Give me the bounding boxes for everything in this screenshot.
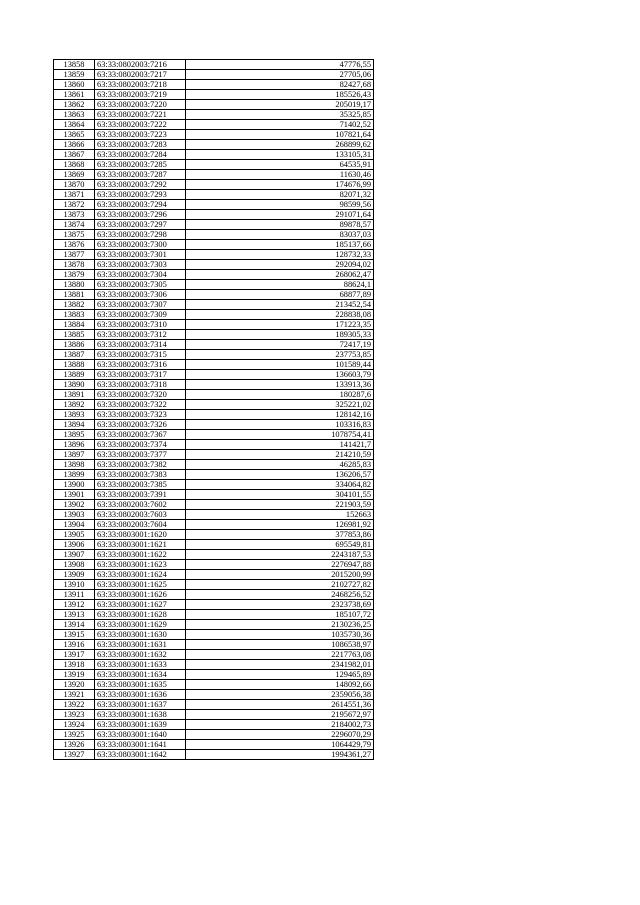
table-row — [54, 410, 374, 420]
row-number-cell: 13902 — [54, 500, 95, 510]
row-number-cell: 13895 — [54, 430, 95, 440]
value-cell: 83037,03 — [186, 230, 374, 240]
table-row — [54, 200, 374, 210]
row-number-cell: 13919 — [54, 670, 95, 680]
value-cell: 64535,91 — [186, 160, 374, 170]
table-row — [54, 710, 374, 720]
table-row — [54, 590, 374, 600]
cadastral-number-cell: 63:33:0803001:1639 — [95, 720, 186, 730]
row-number-cell: 13921 — [54, 690, 95, 700]
table-row — [54, 740, 374, 750]
row-number-cell: 13877 — [54, 250, 95, 260]
value-cell: 292094,02 — [186, 260, 374, 270]
value-cell: 82071,32 — [186, 190, 374, 200]
row-number-cell: 13924 — [54, 720, 95, 730]
cadastral-number-cell: 63:33:0803001:1622 — [95, 550, 186, 560]
cadastral-number-cell: 63:33:0802003:7382 — [95, 460, 186, 470]
cadastral-number-cell: 63:33:0802003:7301 — [95, 250, 186, 260]
table-row — [54, 580, 374, 590]
table-row — [54, 530, 374, 540]
table-row — [54, 280, 374, 290]
value-cell: 71402,52 — [186, 120, 374, 130]
value-cell: 2015200,99 — [186, 570, 374, 580]
table-row — [54, 270, 374, 280]
cadastral-number-cell: 63:33:0802003:7310 — [95, 320, 186, 330]
cadastral-number-cell: 63:33:0802003:7320 — [95, 390, 186, 400]
row-number-cell: 13865 — [54, 130, 95, 140]
cadastral-number-cell: 63:33:0803001:1624 — [95, 570, 186, 580]
table-row — [54, 560, 374, 570]
cadastral-number-cell: 63:33:0802003:7284 — [95, 150, 186, 160]
value-cell: 2195672,97 — [186, 710, 374, 720]
value-cell: 2130236,25 — [186, 620, 374, 630]
cadastral-number-cell: 63:33:0802003:7292 — [95, 180, 186, 190]
row-number-cell: 13909 — [54, 570, 95, 580]
cadastral-number-cell: 63:33:0802003:7306 — [95, 290, 186, 300]
table-row — [54, 230, 374, 240]
row-number-cell: 13927 — [54, 750, 95, 760]
row-number-cell: 13876 — [54, 240, 95, 250]
table-row — [54, 170, 374, 180]
value-cell: 185107,72 — [186, 610, 374, 620]
table-row — [54, 360, 374, 370]
cadastral-number-cell: 63:33:0803001:1631 — [95, 640, 186, 650]
cadastral-number-cell: 63:33:0802003:7219 — [95, 90, 186, 100]
cadastral-number-cell: 63:33:0802003:7383 — [95, 470, 186, 480]
row-number-cell: 13875 — [54, 230, 95, 240]
table-row — [54, 400, 374, 410]
value-cell: 2102727,82 — [186, 580, 374, 590]
table-row — [54, 450, 374, 460]
value-cell: 205019,17 — [186, 100, 374, 110]
table-row — [54, 300, 374, 310]
value-cell: 133913,36 — [186, 380, 374, 390]
row-number-cell: 13918 — [54, 660, 95, 670]
row-number-cell: 13896 — [54, 440, 95, 450]
value-cell: 11630,46 — [186, 170, 374, 180]
value-cell: 133105,31 — [186, 150, 374, 160]
value-cell: 128732,33 — [186, 250, 374, 260]
cadastral-number-cell: 63:33:0802003:7367 — [95, 430, 186, 440]
table-row — [54, 290, 374, 300]
row-number-cell: 13912 — [54, 600, 95, 610]
value-cell: 136206,57 — [186, 470, 374, 480]
table-row — [54, 480, 374, 490]
table-row — [54, 670, 374, 680]
value-cell: 72417,19 — [186, 340, 374, 350]
table-row — [54, 140, 374, 150]
row-number-cell: 13868 — [54, 160, 95, 170]
row-number-cell: 13903 — [54, 510, 95, 520]
value-cell: 27705,06 — [186, 70, 374, 80]
table-row — [54, 490, 374, 500]
table-row — [54, 730, 374, 740]
row-number-cell: 13866 — [54, 140, 95, 150]
value-cell: 695549,81 — [186, 540, 374, 550]
row-number-cell: 13893 — [54, 410, 95, 420]
cadastral-number-cell: 63:33:0803001:1629 — [95, 620, 186, 630]
row-number-cell: 13887 — [54, 350, 95, 360]
value-cell: 174676,99 — [186, 180, 374, 190]
row-number-cell: 13906 — [54, 540, 95, 550]
table-row — [54, 70, 374, 80]
row-number-cell: 13881 — [54, 290, 95, 300]
cadastral-number-cell: 63:33:0803001:1642 — [95, 750, 186, 760]
row-number-cell: 13892 — [54, 400, 95, 410]
cadastral-number-cell: 63:33:0802003:7293 — [95, 190, 186, 200]
value-cell: 268899,62 — [186, 140, 374, 150]
row-number-cell: 13905 — [54, 530, 95, 540]
value-cell: 126981,92 — [186, 520, 374, 530]
cadastral-number-cell: 63:33:0803001:1627 — [95, 600, 186, 610]
row-number-cell: 13879 — [54, 270, 95, 280]
row-number-cell: 13923 — [54, 710, 95, 720]
value-cell: 2243187,53 — [186, 550, 374, 560]
value-cell: 2217763,08 — [186, 650, 374, 660]
table-row — [54, 370, 374, 380]
value-cell: 1035730,36 — [186, 630, 374, 640]
table-row — [54, 700, 374, 710]
cadastral-number-cell: 63:33:0802003:7317 — [95, 370, 186, 380]
row-number-cell: 13917 — [54, 650, 95, 660]
cadastral-number-cell: 63:33:0802003:7314 — [95, 340, 186, 350]
row-number-cell: 13922 — [54, 700, 95, 710]
cadastral-number-cell: 63:33:0802003:7377 — [95, 450, 186, 460]
cadastral-number-cell: 63:33:0802003:7283 — [95, 140, 186, 150]
row-number-cell: 13899 — [54, 470, 95, 480]
value-cell: 1064429,79 — [186, 740, 374, 750]
row-number-cell: 13862 — [54, 100, 95, 110]
row-number-cell: 13888 — [54, 360, 95, 370]
value-cell: 291071,64 — [186, 210, 374, 220]
row-number-cell: 13884 — [54, 320, 95, 330]
value-cell: 334064,82 — [186, 480, 374, 490]
value-cell: 89878,57 — [186, 220, 374, 230]
row-number-cell: 13911 — [54, 590, 95, 600]
cadastral-number-cell: 63:33:0802003:7307 — [95, 300, 186, 310]
row-number-cell: 13878 — [54, 260, 95, 270]
value-cell: 2184002,73 — [186, 720, 374, 730]
value-cell: 185526,43 — [186, 90, 374, 100]
value-cell: 101589,44 — [186, 360, 374, 370]
value-cell: 46285,83 — [186, 460, 374, 470]
cadastral-number-cell: 63:33:0803001:1634 — [95, 670, 186, 680]
cadastral-number-cell: 63:33:0802003:7287 — [95, 170, 186, 180]
cadastral-number-cell: 63:33:0803001:1640 — [95, 730, 186, 740]
value-cell: 180287,6 — [186, 390, 374, 400]
row-number-cell: 13914 — [54, 620, 95, 630]
table-row — [54, 160, 374, 170]
value-cell: 304101,55 — [186, 490, 374, 500]
value-cell: 152663 — [186, 510, 374, 520]
value-cell: 68877,89 — [186, 290, 374, 300]
cadastral-number-cell: 63:33:0802003:7298 — [95, 230, 186, 240]
value-cell: 1994361,27 — [186, 750, 374, 760]
table-row — [54, 630, 374, 640]
table-row — [54, 440, 374, 450]
value-cell: 2296070,29 — [186, 730, 374, 740]
cadastral-number-cell: 63:33:0802003:7391 — [95, 490, 186, 500]
table-row — [54, 120, 374, 130]
value-cell: 171223,35 — [186, 320, 374, 330]
cadastral-number-cell: 63:33:0802003:7285 — [95, 160, 186, 170]
value-cell: 35325,85 — [186, 110, 374, 120]
table-row — [54, 520, 374, 530]
value-cell: 107821,64 — [186, 130, 374, 140]
value-cell: 128142,16 — [186, 410, 374, 420]
value-cell: 47776,55 — [186, 60, 374, 70]
cadastral-number-cell: 63:33:0802003:7322 — [95, 400, 186, 410]
row-number-cell: 13901 — [54, 490, 95, 500]
table-row — [54, 340, 374, 350]
row-number-cell: 13926 — [54, 740, 95, 750]
cadastral-number-cell: 63:33:0802003:7326 — [95, 420, 186, 430]
cadastral-number-cell: 63:33:0803001:1623 — [95, 560, 186, 570]
table-row — [54, 110, 374, 120]
row-number-cell: 13900 — [54, 480, 95, 490]
table-row — [54, 570, 374, 580]
row-number-cell: 13908 — [54, 560, 95, 570]
cadastral-number-cell: 63:33:0802003:7217 — [95, 70, 186, 80]
value-cell: 268062,47 — [186, 270, 374, 280]
cadastral-number-cell: 63:33:0803001:1626 — [95, 590, 186, 600]
row-number-cell: 13867 — [54, 150, 95, 160]
cadastral-number-cell: 63:33:0803001:1620 — [95, 530, 186, 540]
cadastral-number-cell: 63:33:0802003:7602 — [95, 500, 186, 510]
value-cell: 377853,86 — [186, 530, 374, 540]
value-cell: 237753,85 — [186, 350, 374, 360]
row-number-cell: 13913 — [54, 610, 95, 620]
value-cell: 129465,89 — [186, 670, 374, 680]
cadastral-number-cell: 63:33:0802003:7309 — [95, 310, 186, 320]
table-row — [54, 100, 374, 110]
row-number-cell: 13882 — [54, 300, 95, 310]
value-cell: 88624,1 — [186, 280, 374, 290]
table-row — [54, 380, 374, 390]
table-row — [54, 150, 374, 160]
row-number-cell: 13886 — [54, 340, 95, 350]
table-row — [54, 510, 374, 520]
value-cell: 189305,33 — [186, 330, 374, 340]
table-row — [54, 720, 374, 730]
table-row — [54, 220, 374, 230]
cadastral-number-cell: 63:33:0802003:7294 — [95, 200, 186, 210]
cadastral-number-cell: 63:33:0802003:7374 — [95, 440, 186, 450]
cadastral-number-cell: 63:33:0802003:7312 — [95, 330, 186, 340]
cadastral-number-cell: 63:33:0802003:7303 — [95, 260, 186, 270]
row-number-cell: 13859 — [54, 70, 95, 80]
table-row — [54, 190, 374, 200]
cadastral-number-cell: 63:33:0803001:1628 — [95, 610, 186, 620]
row-number-cell: 13871 — [54, 190, 95, 200]
table-row — [54, 320, 374, 330]
cadastral-number-cell: 63:33:0802003:7315 — [95, 350, 186, 360]
value-cell: 185137,66 — [186, 240, 374, 250]
cadastral-number-cell: 63:33:0803001:1635 — [95, 680, 186, 690]
cadastral-number-cell: 63:33:0803001:1638 — [95, 710, 186, 720]
cadastral-number-cell: 63:33:0802003:7221 — [95, 110, 186, 120]
cadastral-number-cell: 63:33:0802003:7603 — [95, 510, 186, 520]
table-row — [54, 250, 374, 260]
row-number-cell: 13858 — [54, 60, 95, 70]
table-row — [54, 750, 374, 760]
row-number-cell: 13891 — [54, 390, 95, 400]
value-cell: 136603,79 — [186, 370, 374, 380]
table-row — [54, 350, 374, 360]
cadastral-number-cell: 63:33:0802003:7305 — [95, 280, 186, 290]
row-number-cell: 13880 — [54, 280, 95, 290]
cadastral-number-cell: 63:33:0802003:7220 — [95, 100, 186, 110]
value-cell: 2323738,69 — [186, 600, 374, 610]
row-number-cell: 13889 — [54, 370, 95, 380]
row-number-cell: 13904 — [54, 520, 95, 530]
table-row — [54, 460, 374, 470]
cadastral-number-cell: 63:33:0802003:7318 — [95, 380, 186, 390]
value-cell: 214210,59 — [186, 450, 374, 460]
row-number-cell: 13920 — [54, 680, 95, 690]
cadastral-number-cell: 63:33:0802003:7216 — [95, 60, 186, 70]
row-number-cell: 13897 — [54, 450, 95, 460]
cadastral-number-cell: 63:33:0802003:7297 — [95, 220, 186, 230]
table-row — [54, 240, 374, 250]
cadastral-number-cell: 63:33:0802003:7300 — [95, 240, 186, 250]
cadastral-number-cell: 63:33:0803001:1641 — [95, 740, 186, 750]
cadastral-number-cell: 63:33:0803001:1636 — [95, 690, 186, 700]
cadastral-number-cell: 63:33:0802003:7316 — [95, 360, 186, 370]
table-row — [54, 330, 374, 340]
value-cell: 2359056,38 — [186, 690, 374, 700]
row-number-cell: 13910 — [54, 580, 95, 590]
cadastral-number-cell: 63:33:0802003:7304 — [95, 270, 186, 280]
cadastral-number-cell: 63:33:0802003:7385 — [95, 480, 186, 490]
value-cell: 228838,08 — [186, 310, 374, 320]
table-row — [54, 90, 374, 100]
row-number-cell: 13894 — [54, 420, 95, 430]
value-cell: 103316,83 — [186, 420, 374, 430]
row-number-cell: 13890 — [54, 380, 95, 390]
value-cell: 82427,68 — [186, 80, 374, 90]
table-row — [54, 610, 374, 620]
row-number-cell: 13872 — [54, 200, 95, 210]
table-row — [54, 420, 374, 430]
value-cell: 2614551,36 — [186, 700, 374, 710]
cadastral-number-cell: 63:33:0802003:7223 — [95, 130, 186, 140]
row-number-cell: 13873 — [54, 210, 95, 220]
value-cell: 2276947,88 — [186, 560, 374, 570]
table-row — [54, 650, 374, 660]
table-row — [54, 640, 374, 650]
cadastral-value-table — [53, 59, 374, 760]
value-cell: 213452,54 — [186, 300, 374, 310]
table-row — [54, 60, 374, 70]
table-row — [54, 310, 374, 320]
cadastral-number-cell: 63:33:0803001:1632 — [95, 650, 186, 660]
table-row — [54, 500, 374, 510]
cadastral-number-cell: 63:33:0803001:1633 — [95, 660, 186, 670]
row-number-cell: 13907 — [54, 550, 95, 560]
row-number-cell: 13885 — [54, 330, 95, 340]
table-row — [54, 260, 374, 270]
value-cell: 2341982,01 — [186, 660, 374, 670]
row-number-cell: 13898 — [54, 460, 95, 470]
table-row — [54, 690, 374, 700]
table-row — [54, 550, 374, 560]
table-row — [54, 390, 374, 400]
table-row — [54, 210, 374, 220]
row-number-cell: 13870 — [54, 180, 95, 190]
cadastral-number-cell: 63:33:0802003:7218 — [95, 80, 186, 90]
table-row — [54, 430, 374, 440]
table-row — [54, 680, 374, 690]
row-number-cell: 13925 — [54, 730, 95, 740]
row-number-cell: 13861 — [54, 90, 95, 100]
cadastral-number-cell: 63:33:0802003:7604 — [95, 520, 186, 530]
row-number-cell: 13869 — [54, 170, 95, 180]
cadastral-number-cell: 63:33:0803001:1625 — [95, 580, 186, 590]
value-cell: 141421,7 — [186, 440, 374, 450]
table-row — [54, 80, 374, 90]
table-row — [54, 620, 374, 630]
row-number-cell: 13883 — [54, 310, 95, 320]
value-cell: 1086538,97 — [186, 640, 374, 650]
table-row — [54, 180, 374, 190]
row-number-cell: 13860 — [54, 80, 95, 90]
row-number-cell: 13915 — [54, 630, 95, 640]
row-number-cell: 13864 — [54, 120, 95, 130]
cadastral-number-cell: 63:33:0803001:1637 — [95, 700, 186, 710]
table-row — [54, 130, 374, 140]
table-row — [54, 470, 374, 480]
value-cell: 2468256,52 — [186, 590, 374, 600]
table-row — [54, 540, 374, 550]
row-number-cell: 13874 — [54, 220, 95, 230]
value-cell: 98599,56 — [186, 200, 374, 210]
value-cell: 148092,66 — [186, 680, 374, 690]
row-number-cell: 13863 — [54, 110, 95, 120]
table-body — [54, 60, 374, 760]
cadastral-number-cell: 63:33:0802003:7222 — [95, 120, 186, 130]
cadastral-number-cell: 63:33:0802003:7323 — [95, 410, 186, 420]
cadastral-number-cell: 63:33:0802003:7296 — [95, 210, 186, 220]
cadastral-number-cell: 63:33:0803001:1621 — [95, 540, 186, 550]
row-number-cell: 13916 — [54, 640, 95, 650]
cadastral-number-cell: 63:33:0803001:1630 — [95, 630, 186, 640]
table-row — [54, 600, 374, 610]
table-row — [54, 660, 374, 670]
value-cell: 325221,02 — [186, 400, 374, 410]
value-cell: 221903,59 — [186, 500, 374, 510]
value-cell: 1078754,41 — [186, 430, 374, 440]
